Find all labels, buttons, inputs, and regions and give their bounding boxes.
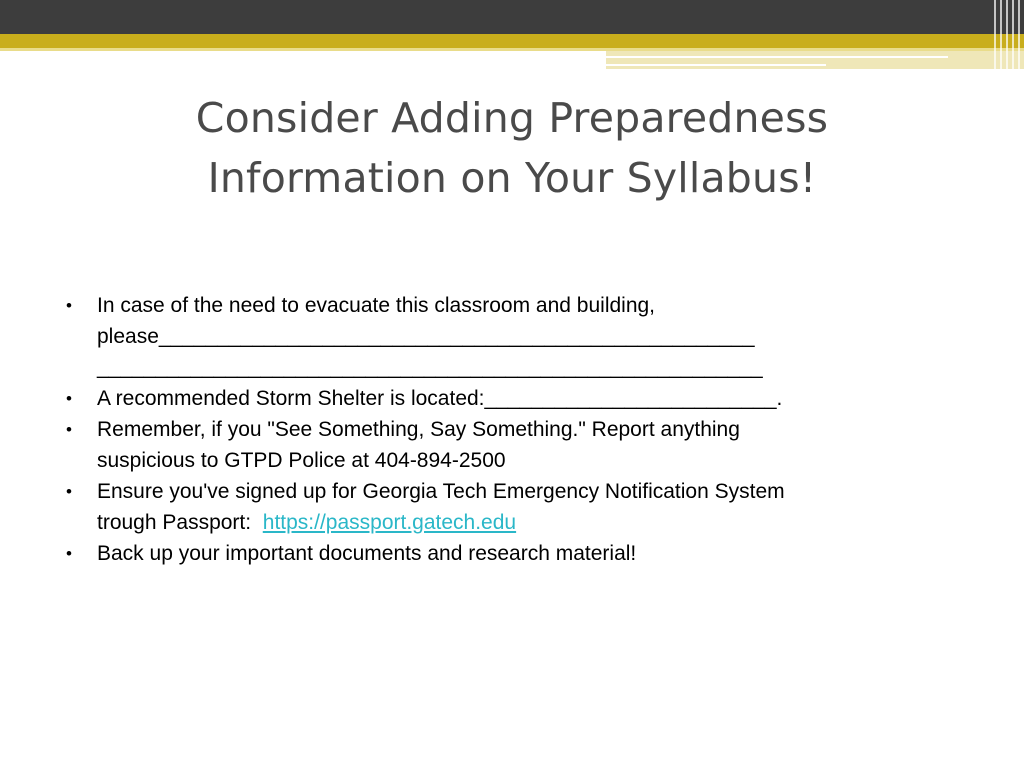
title-line-2: Information on Your Syllabus! bbox=[207, 154, 817, 202]
bullet-text: trough Passport: bbox=[97, 511, 263, 534]
bullet-text: suspicious to GTPD Police at 404-894-2500 bbox=[97, 449, 506, 472]
passport-link[interactable]: https://passport.gatech.edu bbox=[262, 511, 517, 534]
bullet-icon: • bbox=[66, 420, 72, 439]
bullet-item-see-something bbox=[66, 414, 966, 476]
header-gold-band bbox=[0, 34, 1024, 48]
header-accent-block bbox=[606, 51, 1024, 69]
bullet-icon: • bbox=[66, 482, 72, 501]
bullet-text: A recommended Storm Shelter is located:_________________________. bbox=[97, 387, 783, 410]
bullet-text: _________________________________________________________ bbox=[97, 356, 763, 379]
bullet-icon: • bbox=[66, 544, 72, 563]
header-accent-line bbox=[606, 64, 826, 66]
bullet-text: Ensure you've signed up for Georgia Tech Emergency Notification System bbox=[97, 480, 785, 503]
header-dark-band bbox=[0, 0, 1024, 34]
header-vertical-stripes bbox=[990, 0, 1024, 70]
bullet-text: Back up your important documents and research material! bbox=[97, 542, 637, 565]
bullet-text-line bbox=[97, 507, 966, 538]
header-accent-line bbox=[606, 56, 948, 58]
bullet-text: Remember, if you "See Something, Say Something." Report anything bbox=[97, 418, 740, 441]
bullet-item-evacuate bbox=[66, 290, 966, 383]
title-line-1: Consider Adding Preparedness bbox=[195, 94, 829, 142]
bullet-list bbox=[66, 290, 966, 569]
slide-title bbox=[0, 88, 1024, 208]
bullet-item-backup bbox=[66, 538, 966, 569]
bullet-item-notification-system bbox=[66, 476, 966, 538]
bullet-icon: • bbox=[66, 389, 72, 408]
bullet-item-storm-shelter bbox=[66, 383, 966, 414]
bullet-text: In case of the need to evacuate this classroom and building, bbox=[97, 294, 656, 317]
bullet-icon: • bbox=[66, 296, 72, 315]
bullet-text: please___________________________________________________ bbox=[97, 325, 755, 348]
